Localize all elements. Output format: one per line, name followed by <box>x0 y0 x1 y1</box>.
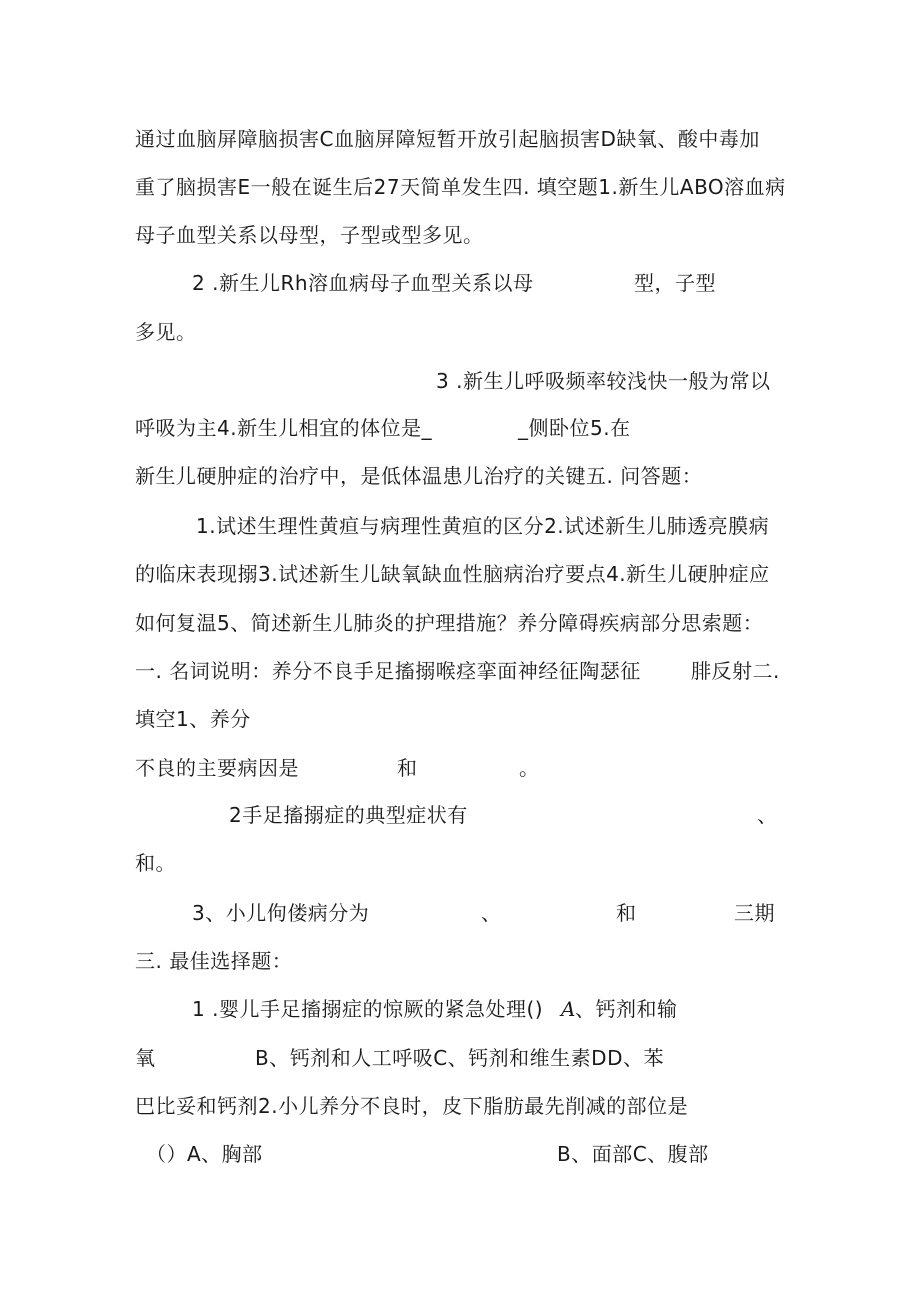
text-line-10: 的临床表现搦3.试述新生儿缺氧缺血性脑病治疗要点4.新生儿硬肿症应 <box>135 562 770 586</box>
text-line-22b: B、面部C、腹部 <box>557 1142 709 1166</box>
text-line-19c: 、钙剂和输 <box>575 997 678 1021</box>
text-line-4a: 2 .新生儿Rh溶血病母子血型关系以母 <box>192 271 534 295</box>
text-line-17d: 三期 <box>734 901 775 925</box>
text-line-14a: 不良的主要病因是 <box>135 756 299 780</box>
text-line-19a: 1 .婴儿手足搐搦症的惊厥的紧急处理() <box>192 997 544 1021</box>
text-line-13: 填空1、养分 <box>135 707 251 731</box>
text-line-17a: 3、小儿佝偻病分为 <box>192 901 370 925</box>
text-line-11: 如何复温5、简述新生儿肺炎的护理措施？养分障碍疾病部分思索题： <box>135 611 764 635</box>
text-line-7a: 呼吸为主4.新生儿相宜的体位是_ <box>135 416 433 440</box>
text-line-17b: 、 <box>481 901 502 925</box>
text-line-18: 三. 最佳选择题： <box>135 949 293 973</box>
text-line-3: 母子血型关系以母型，子型或型多见。 <box>135 223 484 247</box>
text-line-19b: A <box>561 997 576 1021</box>
text-line-14b: 和 <box>397 756 418 780</box>
text-line-22a: （）A、胸部 <box>146 1142 263 1166</box>
text-line-21: 巴比妥和钙剂2.小儿养分不良时，皮下脂肪最先削减的部位是 <box>135 1094 689 1118</box>
text-line-14c: 。 <box>519 756 540 780</box>
text-line-5: 多见。 <box>135 320 197 344</box>
text-line-1: 通过血脑屏障脑损害C血脑屏障短暂开放引起脑损害D缺氧、酸中毒加 <box>135 127 760 151</box>
text-line-8: 新生儿硬肿症的治疗中，是低体温患儿治疗的关键五. 问答题： <box>135 464 703 488</box>
text-line-20a: 氧 <box>135 1046 156 1070</box>
text-line-16: 和。 <box>135 851 176 875</box>
text-line-9: 1.试述生理性黄疸与病理性黄疸的区分2.试述新生儿肺透亮膜病 <box>196 514 770 538</box>
text-line-7b: _侧卧位5.在 <box>518 416 631 440</box>
text-line-20b: B、钙剂和人工呼吸C、钙剂和维生素DD、苯 <box>255 1046 664 1070</box>
text-line-2: 重了脑损害E一般在诞生后27天简单发生四. 填空题1.新生儿ABO溶血病 <box>135 175 786 199</box>
text-line-15b: 、 <box>757 803 778 827</box>
text-line-12b: 腓反射二. <box>691 659 780 683</box>
text-line-15a: 2手足搐搦症的典型症状有 <box>229 803 468 827</box>
text-line-4b: 型，子型 <box>634 271 716 295</box>
text-line-12a: 一. 名词说明：养分不良手足搐搦喉痉挛面神经征陶瑟征 <box>135 659 641 683</box>
text-line-17c: 和 <box>616 901 637 925</box>
text-line-6: 3 .新生儿呼吸频率较浅快一般为常以 <box>436 369 771 393</box>
